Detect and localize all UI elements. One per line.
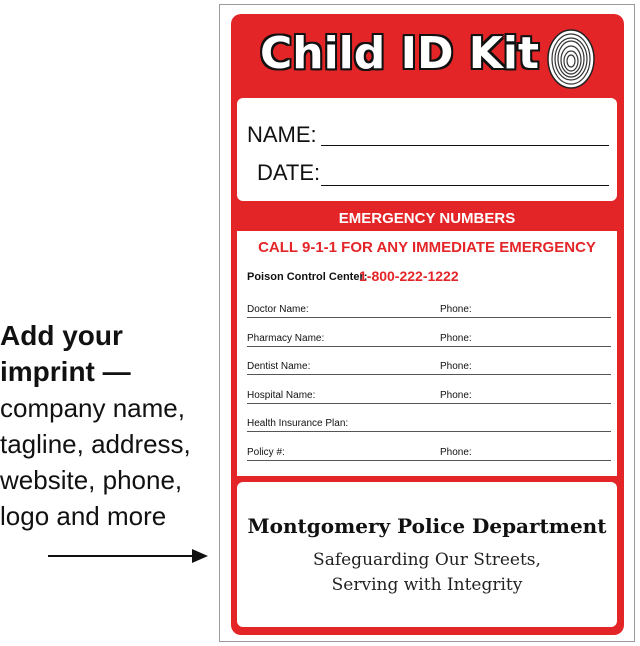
form-row[interactable]: [247, 297, 611, 318]
promo-headline-line2: imprint —: [0, 356, 131, 387]
form-row[interactable]: [247, 326, 611, 347]
tagline-line2: Serving with Integrity: [331, 575, 523, 595]
row-label: Hospital Name:: [247, 390, 316, 401]
date-label: DATE:: [257, 160, 321, 185]
name-label: NAME:: [247, 122, 317, 147]
promo-line: tagline, address,: [0, 429, 191, 459]
row-label: Pharmacy Name:: [247, 333, 325, 344]
fingerprint-icon: [546, 28, 596, 90]
row-phone-label: Phone:: [440, 447, 472, 458]
organization-name: Montgomery Police Department: [247, 514, 607, 538]
row-phone-label: Phone:: [440, 304, 472, 315]
form-row[interactable]: [247, 354, 611, 375]
promo-headline-line1: Add your: [0, 320, 123, 351]
name-date-box: [237, 98, 617, 201]
row-label: Doctor Name:: [247, 304, 309, 315]
date-field[interactable]: [321, 185, 609, 186]
arrow-right-icon: [48, 546, 208, 566]
form-row[interactable]: [247, 383, 611, 404]
form-row[interactable]: [247, 411, 611, 432]
card-red-frame: [231, 14, 624, 635]
child-id-card: [219, 4, 635, 642]
row-label: Health Insurance Plan:: [247, 418, 349, 429]
tagline-line1: Safeguarding Our Streets,: [313, 550, 541, 570]
promo-line: logo and more: [0, 501, 167, 531]
card-title: Child ID Kit: [259, 28, 540, 79]
row-phone-label: Phone:: [440, 390, 472, 401]
imprint-promo: [0, 318, 215, 534]
row-label: Policy #:: [247, 447, 285, 458]
promo-line: company name,: [0, 393, 185, 423]
emergency-numbers-header: EMERGENCY NUMBERS: [338, 210, 516, 227]
row-phone-label: Phone:: [440, 333, 472, 344]
emergency-numbers-box: [237, 231, 617, 476]
poison-control-label: Poison Control Center:: [247, 271, 368, 283]
imprint-area: [237, 482, 617, 627]
name-field[interactable]: [321, 145, 609, 146]
row-label: Dentist Name:: [247, 361, 311, 372]
promo-line: website, phone,: [0, 465, 183, 495]
poison-control-number: 1-800-222-1222: [359, 268, 459, 284]
form-row[interactable]: [247, 440, 611, 461]
row-phone-label: Phone:: [440, 361, 472, 372]
call-911-text: CALL 9-1-1 FOR ANY IMMEDIATE EMERGENCY: [258, 239, 596, 256]
